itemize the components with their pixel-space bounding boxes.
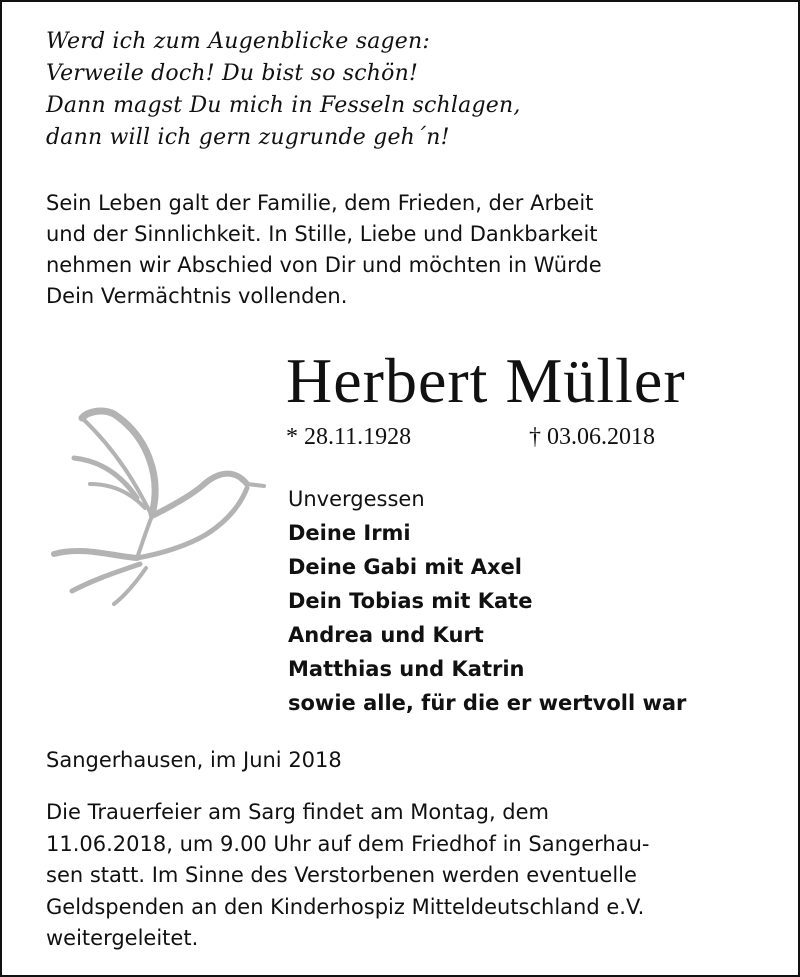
mourners-list: [288, 482, 686, 720]
funeral-line: weitergeleitet.: [46, 926, 199, 950]
mourner-name: Deine Gabi mit Axel: [288, 555, 522, 579]
funeral-line: Geldspenden an den Kinderhospiz Mitteldeutschland e.V.: [46, 894, 645, 919]
mourner-name: Andrea und Kurt: [288, 623, 484, 647]
death-date: † 03.06.2018: [529, 424, 655, 450]
poem-line: dann will ich gern zugrunde geh´n!: [46, 125, 450, 150]
dove-icon: [42, 406, 272, 616]
poem-line: Verweile doch! Du bist so schön!: [46, 61, 418, 86]
mourner-name: Deine Irmi: [288, 521, 411, 545]
place-date: Sangerhausen, im Juni 2018: [46, 748, 342, 772]
funeral-line: 11.06.2018, um 9.00 Uhr auf dem Friedhof in Sangerhau-: [46, 831, 650, 856]
tribute-line: Dein Vermächtnis vollenden.: [46, 284, 348, 308]
mourner-name: Matthias und Katrin: [288, 657, 525, 681]
poem-line: Dann magst Du mich in Fesseln schlagen,: [46, 93, 521, 118]
poem-verse: [46, 26, 521, 154]
mourner-name: sowie alle, für die er wertvoll war: [288, 691, 687, 715]
deceased-name: Herbert Müller: [286, 345, 686, 416]
mourners-intro: Unvergessen: [288, 487, 425, 511]
mourner-name: Dein Tobias mit Kate: [288, 589, 533, 613]
tribute-line: Sein Leben galt der Familie, dem Frieden, der Arbeit: [46, 191, 594, 215]
birth-date: * 28.11.1928: [286, 424, 412, 450]
tribute-line: nehmen wir Abschied von Dir und möchten in Würde: [46, 253, 602, 277]
tribute-text: [46, 188, 746, 312]
poem-line: Werd ich zum Augenblicke sagen:: [46, 29, 431, 54]
funeral-line: sen statt. Im Sinne des Verstorbenen werden eventuelle: [46, 863, 637, 887]
tribute-line: und der Sinnlichkeit. In Stille, Liebe und Dankbarkeit: [46, 222, 598, 246]
funeral-info: [46, 797, 649, 955]
funeral-line: Die Trauerfeier am Sarg findet am Montag, dem: [46, 800, 550, 824]
